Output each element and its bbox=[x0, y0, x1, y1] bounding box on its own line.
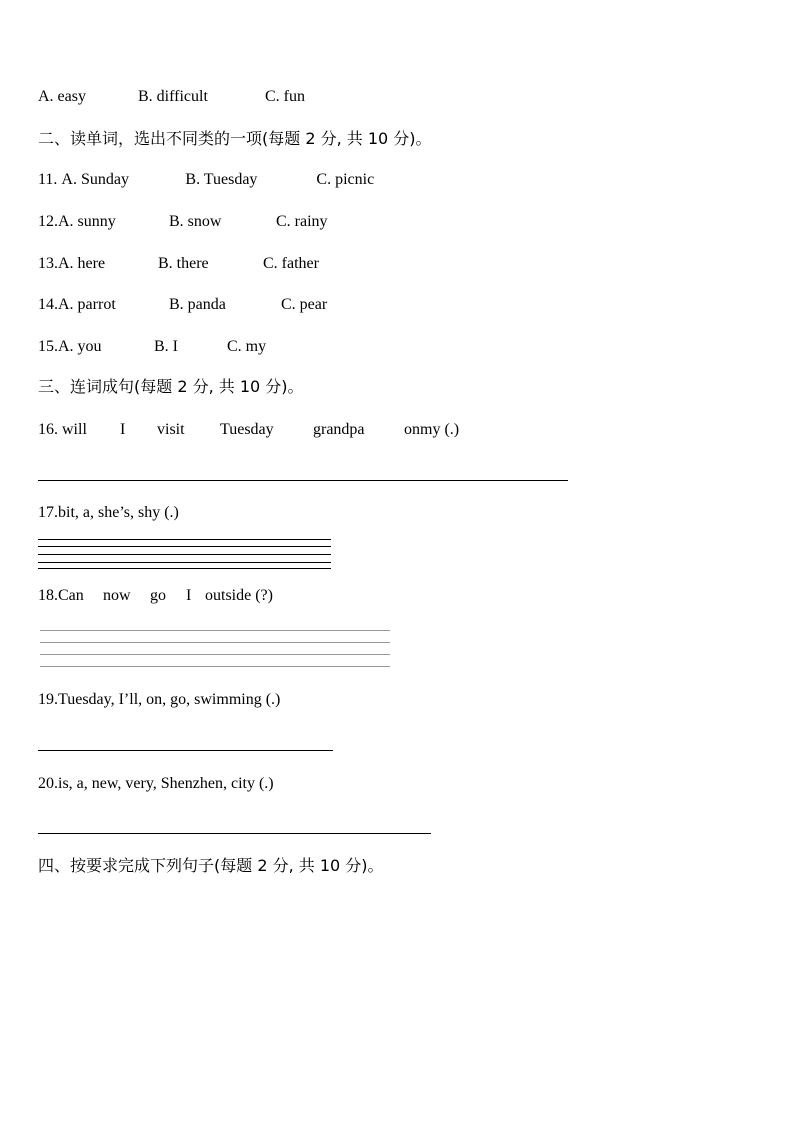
q17-answer-line[interactable] bbox=[38, 568, 331, 569]
q16-word: Tuesday bbox=[220, 421, 274, 438]
question-17: 17.bit, a, she’s, shy (.) bbox=[38, 504, 179, 521]
q15-option-a: A. you bbox=[58, 338, 102, 355]
q10-option-c: C. fun bbox=[265, 88, 305, 105]
q13-option-c: C. father bbox=[263, 255, 319, 272]
question-19: 19.Tuesday, I’ll, on, go, swimming (.) bbox=[38, 691, 281, 708]
question-18 bbox=[38, 586, 273, 606]
q16-word: grandpa bbox=[313, 421, 365, 438]
q19-answer-line[interactable] bbox=[38, 750, 333, 751]
q14-option-c: C. pear bbox=[281, 296, 328, 313]
q16-word: will bbox=[62, 421, 87, 438]
q12-option-b: B. snow bbox=[169, 213, 222, 230]
q11-number: 11. bbox=[38, 171, 62, 188]
q18-word: now bbox=[103, 587, 131, 604]
q18-word: I bbox=[186, 587, 192, 604]
q10-options bbox=[38, 87, 305, 107]
q13-number: 13. bbox=[38, 255, 58, 272]
q18-word: go bbox=[150, 587, 166, 604]
q14-option-b: B. panda bbox=[169, 296, 226, 313]
q16-number: 16. bbox=[38, 421, 62, 438]
q14-option-a: A. parrot bbox=[58, 296, 116, 313]
section2-heading: 二、读单词，选出不同类的一项(每题 2 分, 共 10 分)。 bbox=[38, 129, 432, 148]
q15-option-c: C. my bbox=[227, 338, 267, 355]
q11-option-a: A. Sunday bbox=[61, 171, 129, 188]
q16-word: visit bbox=[157, 421, 185, 438]
q16-word: I bbox=[120, 421, 126, 438]
q20-answer-line[interactable] bbox=[38, 833, 431, 834]
q14-number: 14. bbox=[38, 296, 58, 313]
question-15 bbox=[38, 337, 266, 357]
q18-number: 18. bbox=[38, 587, 58, 604]
question-11 bbox=[38, 170, 374, 190]
q17-answer-line[interactable] bbox=[38, 554, 331, 555]
q13-option-a: A. here bbox=[58, 255, 106, 272]
q16-answer-line[interactable] bbox=[38, 480, 568, 481]
q17-answer-line[interactable] bbox=[38, 546, 331, 547]
question-14 bbox=[38, 295, 327, 315]
q10-option-a: A. easy bbox=[38, 88, 86, 105]
section3-heading: 三、连词成句(每题 2 分, 共 10 分)。 bbox=[38, 377, 304, 396]
q12-option-c: C. rainy bbox=[276, 213, 328, 230]
q13-option-b: B. there bbox=[158, 255, 209, 272]
question-13 bbox=[38, 254, 319, 274]
section4-heading: 四、按要求完成下列句子(每题 2 分, 共 10 分)。 bbox=[38, 856, 384, 875]
q18-answer-line[interactable] bbox=[40, 666, 390, 667]
question-20: 20.is, a, new, very, Shenzhen, city (.) bbox=[38, 775, 274, 792]
q12-option-a: A. sunny bbox=[58, 213, 116, 230]
q17-answer-line[interactable] bbox=[38, 562, 331, 563]
question-16 bbox=[38, 420, 459, 440]
q17-answer-line[interactable] bbox=[38, 539, 331, 540]
q18-answer-line[interactable] bbox=[40, 642, 390, 643]
question-12 bbox=[38, 212, 328, 232]
q16-word: onmy (.) bbox=[404, 421, 460, 438]
q10-option-b: B. difficult bbox=[138, 88, 208, 105]
q12-number: 12. bbox=[38, 213, 58, 230]
q18-answer-line[interactable] bbox=[40, 654, 390, 655]
q11-option-c: C. picnic bbox=[316, 171, 375, 188]
q15-number: 15. bbox=[38, 338, 58, 355]
q15-option-b: B. I bbox=[154, 338, 178, 355]
q18-answer-line[interactable] bbox=[40, 630, 390, 631]
q18-word: outside (?) bbox=[205, 587, 273, 604]
q11-option-b: B. Tuesday bbox=[185, 171, 258, 188]
q18-word: Can bbox=[58, 587, 84, 604]
